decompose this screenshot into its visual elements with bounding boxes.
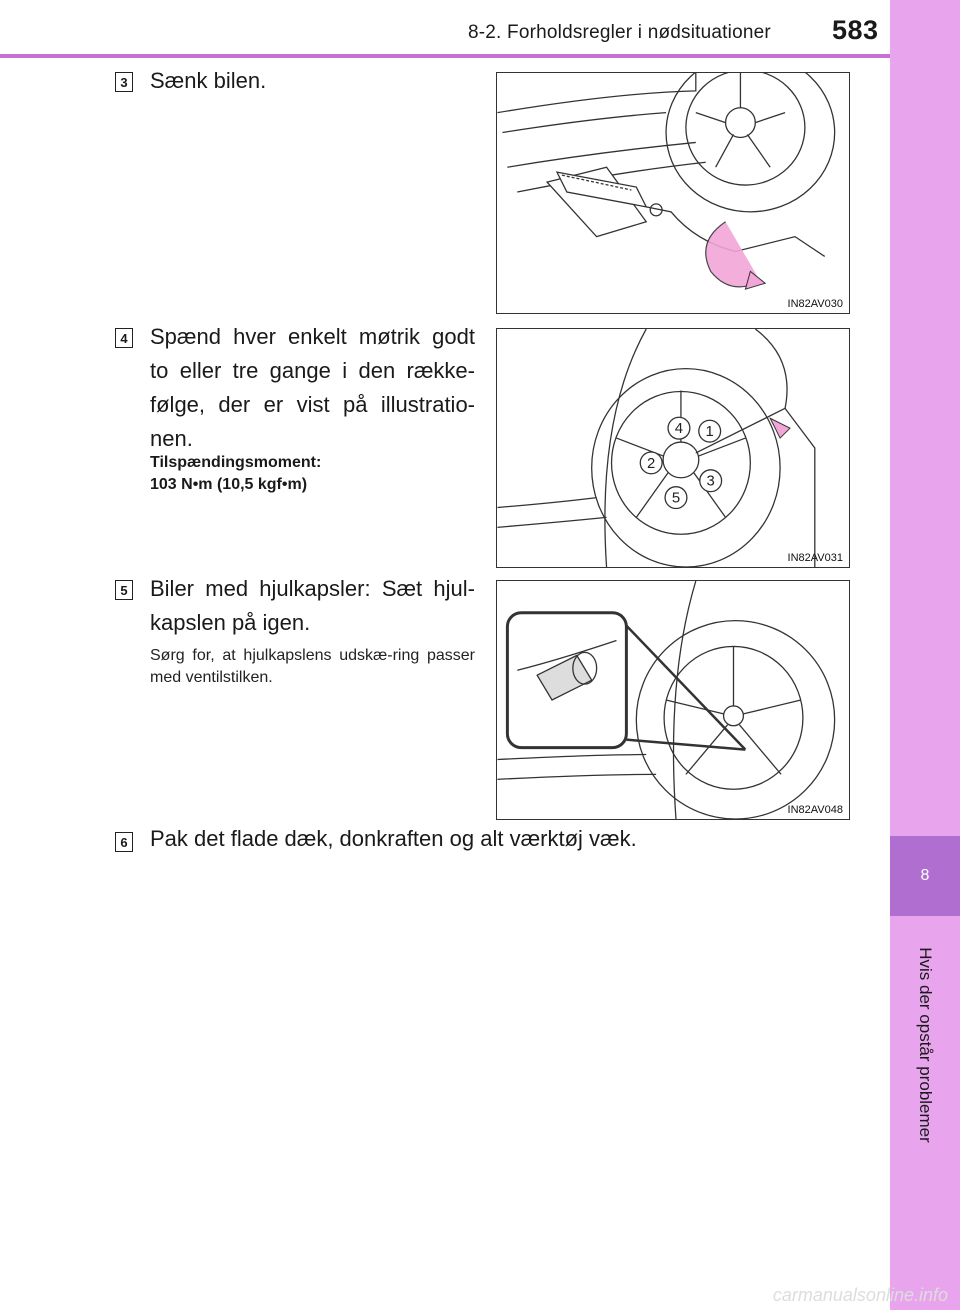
page-number: 583 bbox=[832, 15, 879, 45]
torque-label: Tilspændingsmoment: bbox=[150, 454, 322, 471]
torque-spec bbox=[150, 452, 321, 496]
step-note-5: Sørg for, at hjulkapslens udskæ-ring passer med ventilstilken. bbox=[150, 647, 475, 686]
wheel-nut-illustration bbox=[497, 329, 849, 567]
watermark: carmanualsonline.info bbox=[772, 1285, 948, 1305]
step-text-3: Sænk bilen. bbox=[150, 68, 267, 93]
chapter-title: Hvis der opstår problemer bbox=[916, 947, 935, 1143]
step-number-3: 3 bbox=[115, 72, 133, 92]
jack-illustration bbox=[497, 73, 849, 313]
wheel-cap-illustration bbox=[497, 581, 849, 819]
step-number-5: 5 bbox=[115, 580, 133, 600]
step-number-6: 6 bbox=[115, 832, 133, 852]
figure-tighten-nuts bbox=[496, 328, 850, 568]
nut-number-3: 3 bbox=[706, 473, 715, 490]
nut-number-2: 2 bbox=[647, 455, 656, 472]
step-number-4: 4 bbox=[115, 328, 133, 348]
figure-label: IN82AV031 bbox=[787, 552, 843, 564]
header-rule bbox=[0, 54, 890, 58]
nut-number-1: 1 bbox=[705, 424, 714, 441]
figure-lower-jack bbox=[496, 72, 850, 314]
figure-label: IN82AV048 bbox=[787, 804, 843, 816]
step-text-5: Biler med hjulkapsler: Sæt hjul-kapslen på igen. bbox=[150, 576, 475, 635]
torque-value: 103 N•m (10,5 kgf•m) bbox=[150, 476, 308, 493]
figure-wheel-cap bbox=[496, 580, 850, 820]
section-title: 8-2. Forholdsregler i nødsituationer bbox=[468, 22, 771, 43]
step-text-6: Pak det flade dæk, donkraften og alt værktøj væk. bbox=[150, 826, 637, 851]
figure-label: IN82AV030 bbox=[787, 298, 843, 310]
chapter-number-tab[interactable]: 8 bbox=[890, 836, 960, 916]
step-text-4: Spænd hver enkelt møtrik godt to eller tre gange i den række-følge, der er vist på illustratio-nen. bbox=[150, 324, 475, 451]
nut-number-4: 4 bbox=[674, 421, 684, 438]
nut-number-5: 5 bbox=[671, 490, 681, 507]
